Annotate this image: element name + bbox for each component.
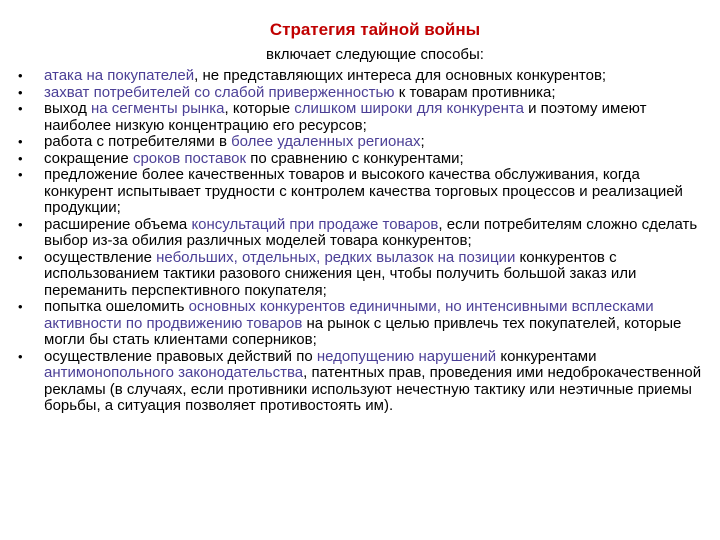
bullet-icon: • — [18, 84, 23, 100]
list-item — [0, 167, 720, 217]
item-text: осуществление правовых действий по — [44, 347, 317, 365]
highlighted-text: антимонопольного законодательства — [44, 364, 304, 381]
list-item — [0, 349, 720, 415]
item-text: предложение более качественных товаров и высокого качества обслуживания, когда конкурент испытывает трудности с контролем качества торговых процессов и реализацией продукции; — [44, 166, 683, 216]
slide-title: Стратегия тайной войны — [269, 20, 481, 39]
highlighted-text: захват потребителей со слабой приверженностью — [44, 83, 395, 101]
bullet-icon: • — [18, 134, 23, 149]
bullet-icon: • — [18, 101, 23, 116]
item-text: , патентных прав, проведения ими недоброкачественной рекламы (в случаях, если противники используют нечестную тактику или неэтичные приемы борьбы, а ситуация позволяет противостоять им). — [44, 364, 702, 414]
bullet-icon: • — [18, 150, 23, 166]
highlighted-text: сроков поставок — [132, 149, 247, 167]
bullet-icon: • — [18, 348, 23, 364]
list-item — [0, 217, 720, 250]
item-text: и поэтому имеют наиболее низкую концентрацию его ресурсов; — [44, 100, 647, 134]
highlighted-text: на сегменты рынка — [91, 100, 225, 117]
bullet-icon: • — [18, 68, 23, 83]
bullet-icon: • — [18, 249, 23, 265]
highlighted-text: консультаций при продаже товаров — [191, 215, 439, 233]
item-text: конкурентов с использованием тактики разового снижения цен, чтобы получить большой заказ или переманить перспективного покупателя; — [44, 248, 637, 299]
list-item — [0, 101, 720, 134]
slide-subtitle: включает следующие способы: — [266, 46, 484, 63]
highlighted-text: недопущению нарушений — [316, 347, 497, 365]
item-text: расширение объема — [44, 215, 192, 233]
item-text: к товарам противника; — [394, 83, 556, 101]
highlighted-text: слишком широки для конкурента — [294, 100, 524, 117]
item-text: работа с потребителями в — [44, 133, 232, 150]
item-text: сокращение — [44, 149, 133, 167]
list-item — [0, 151, 720, 168]
bullet-icon: • — [18, 167, 23, 182]
list-item — [0, 250, 720, 300]
item-text: конкурентами — [496, 347, 597, 365]
bullet-icon: • — [18, 216, 23, 232]
highlighted-text: атака на покупателей — [44, 67, 195, 84]
bullet-list — [0, 68, 720, 415]
list-item — [0, 299, 720, 349]
item-text: выход — [44, 100, 92, 117]
bullet-icon: • — [18, 299, 23, 314]
item-text: попытка ошеломить — [44, 298, 189, 315]
item-text: ; — [420, 133, 425, 150]
item-text: , если потребителям сложно сделать выбор из-за обилия различных моделей товара конкурентов; — [44, 215, 698, 249]
list-item — [0, 68, 720, 85]
highlighted-text: небольших, отдельных, редких вылазок на позиции — [156, 248, 516, 266]
item-text: на рынок с целью привлечь тех покупателей, которые могли бы стать клиентами соперников; — [44, 314, 682, 348]
list-item — [0, 85, 720, 102]
highlighted-text: более удаленных регионах — [231, 133, 421, 150]
item-text: осуществление — [44, 248, 157, 266]
item-text: , не представляющих интереса для основных конкурентов; — [194, 67, 607, 84]
list-item — [0, 134, 720, 151]
item-text: , которые — [224, 100, 295, 117]
item-text: по сравнению с конкурентами; — [246, 149, 464, 167]
highlighted-text: основных конкурентов единичными, но интенсивными всплесками активности по продвижению товаров — [44, 298, 654, 332]
